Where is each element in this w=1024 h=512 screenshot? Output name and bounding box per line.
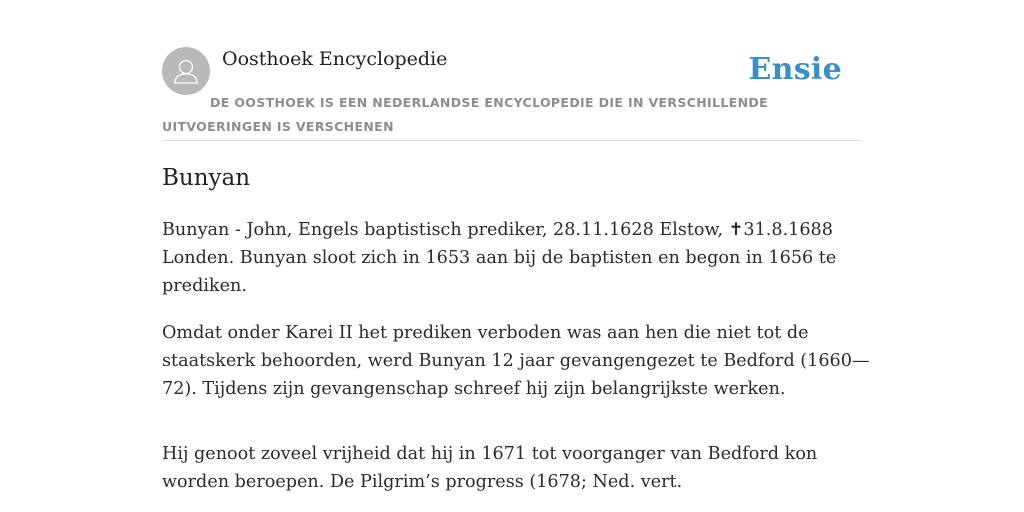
- source-header: [162, 46, 862, 141]
- article-paragraph: Hij genoot zoveel vrijheid dat hij in 1671 tot voorganger van Bedford kon worden beroepen. De Pilgrim’s progress (1678; Ned. vert.: [162, 444, 818, 492]
- person-silhouette-icon: [162, 47, 210, 95]
- article-body: [162, 216, 872, 512]
- brand-logo[interactable]: Ensie: [748, 52, 842, 87]
- avatar[interactable]: [162, 47, 210, 95]
- article-paragraph: Omdat onder Karei II het prediken verboden was aan hen die niet tot de staatskerk behoorden, werd Bunyan 12 jaar gevangengezet te Bedford (1660—72). Tijdens zijn gevangenschap schreef hij zijn belangrijkste werken.: [162, 323, 870, 399]
- source-name[interactable]: Oosthoek Encyclopedie: [222, 48, 448, 70]
- article-paragraph: Bunyan - John, Engels baptistisch prediker, 28.11.1628 Elstow, ✝31.8.1688 Londen. Bunyan sloot zich in 1653 aan bij de baptisten en begon in 1656 te prediken.: [162, 220, 837, 296]
- article-title: Bunyan: [162, 165, 251, 191]
- source-tagline: DE OOSTHOEK IS EEN NEDERLANDSE ENCYCLOPEDIE DIE IN VERSCHILLENDE UITVOERINGEN IS VERSCHENEN: [162, 95, 768, 134]
